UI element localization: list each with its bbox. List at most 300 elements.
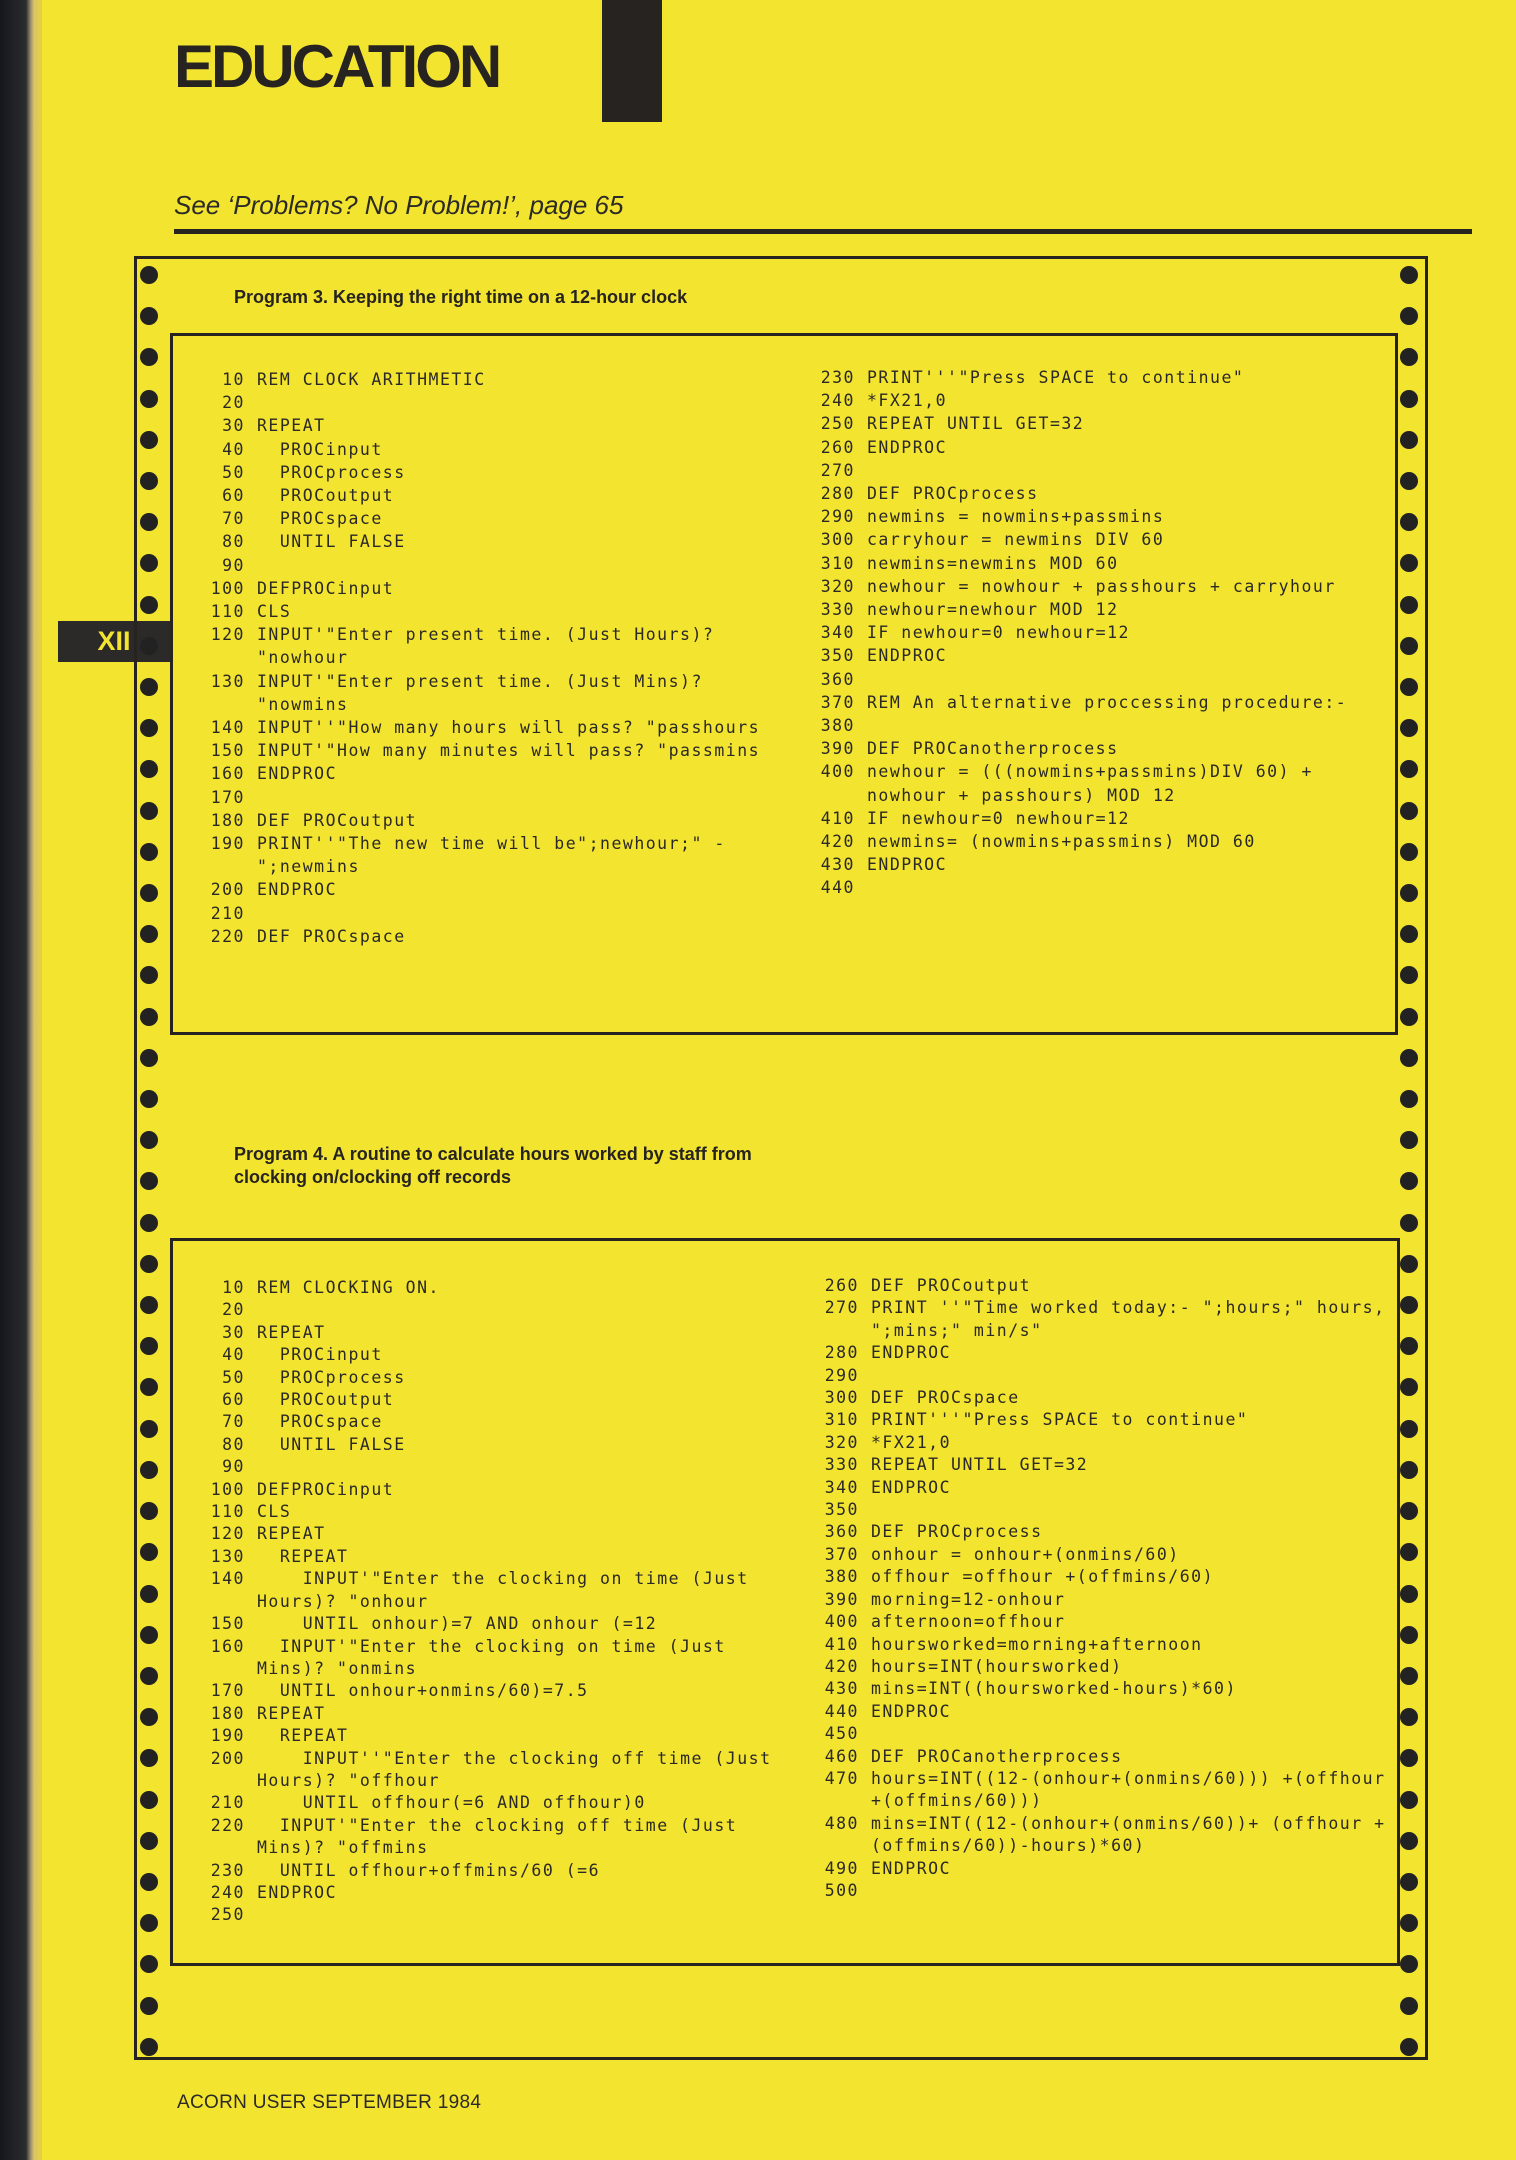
code-line [193, 739, 803, 762]
cross-reference: See ‘Problems? No Problem!’, page 65 [174, 190, 624, 220]
line-number: 60 [222, 1390, 245, 1410]
program4-caption: Program 4. A routine to calculate hours worked by staff from clocking on/clocking off records [234, 1144, 752, 1187]
line-code: REPEAT UNTIL GET=32 [867, 414, 1085, 434]
program3-caption: Program 3. Keeping the right time on a 12-hour clock [234, 287, 688, 307]
sprocket-hole [1400, 1461, 1418, 1479]
line-code: mins=INT((hoursworked-hours)*60) [871, 1679, 1237, 1699]
code-line [803, 853, 1388, 876]
code-line [807, 1409, 1392, 1431]
line-number: 290 [820, 507, 855, 527]
code-line [807, 1499, 1392, 1521]
sprocket-hole [140, 554, 158, 572]
code-line [807, 1634, 1392, 1656]
code-line [193, 716, 803, 739]
code-line [803, 528, 1388, 551]
magazine-spine [0, 0, 42, 2160]
code-line [193, 1479, 803, 1501]
sprocket-hole [140, 1172, 158, 1190]
code-line [807, 1387, 1392, 1409]
line-code: PRINT'''"Press SPACE to continue" [867, 368, 1245, 387]
line-code: INPUT'"Enter present time. (Just Hours)? "nowhour [257, 625, 726, 668]
line-number: 440 [820, 878, 855, 898]
sprocket-hole [140, 966, 158, 984]
line-code: PROCprocess [257, 462, 406, 482]
line-code: PROCoutput [257, 1390, 395, 1410]
code-line [803, 668, 1388, 691]
line-number: 230 [210, 1860, 245, 1880]
line-code [257, 902, 803, 925]
code-line [803, 644, 1388, 667]
line-code: REPEAT [257, 1524, 326, 1544]
sprocket-hole [140, 390, 158, 408]
line-code: REPEAT [257, 1546, 349, 1566]
sprocket-hole [140, 1997, 158, 2015]
line-number: 390 [824, 1589, 859, 1609]
code-line [807, 1813, 1392, 1858]
line-number: 200 [210, 880, 245, 900]
line-number: 100 [210, 578, 245, 598]
sprocket-holes-right [1400, 266, 1420, 2056]
sprocket-hole [1400, 596, 1418, 614]
program4-left-column [193, 1277, 803, 1927]
line-code: ENDPROC [257, 1882, 338, 1902]
line-number: 430 [820, 855, 855, 875]
line-code: newhour = nowhour + passhours + carryhour [867, 576, 1336, 596]
sprocket-hole [140, 431, 158, 449]
code-line [803, 830, 1388, 853]
line-number: 30 [222, 416, 245, 436]
sprocket-hole [140, 1832, 158, 1850]
line-number: 350 [824, 1500, 859, 1520]
line-code: PROCinput [257, 439, 383, 459]
code-line [807, 1746, 1392, 1768]
sprocket-hole [140, 1502, 158, 1520]
sprocket-hole [1400, 1255, 1418, 1273]
line-code: INPUT'"Enter the clocking on time (Just Mins)? "onmins [257, 1636, 738, 1678]
sprocket-hole [1400, 1337, 1418, 1355]
code-line [193, 438, 803, 461]
line-code: *FX21,0 [867, 391, 948, 411]
line-number: 90 [222, 1457, 245, 1477]
line-number: 340 [820, 623, 855, 643]
line-code: PROCspace [257, 1412, 383, 1432]
line-number: 360 [824, 1522, 859, 1542]
line-code: DEFPROCinput [257, 578, 395, 598]
line-number: 370 [820, 692, 855, 712]
code-line [193, 1456, 803, 1478]
code-line [193, 600, 803, 623]
line-number: 50 [222, 1367, 245, 1387]
page-footer: ACORN USER SEPTEMBER 1984 [177, 2092, 482, 2113]
code-line [193, 1904, 803, 1926]
sprocket-hole [140, 802, 158, 820]
sprocket-hole [1400, 1791, 1418, 1809]
line-number: 420 [820, 832, 855, 852]
line-number: 330 [824, 1455, 859, 1475]
sprocket-hole [1400, 637, 1418, 655]
sprocket-hole [140, 266, 158, 284]
code-line [803, 552, 1388, 575]
sprocket-hole [1400, 1997, 1418, 2015]
sprocket-hole [140, 1543, 158, 1561]
code-line [193, 1523, 803, 1545]
line-number: 240 [210, 1882, 245, 1902]
sprocket-hole [1400, 348, 1418, 366]
line-code: PRINT'''"Press SPACE to continue" [871, 1410, 1249, 1430]
code-line [803, 876, 1388, 899]
sprocket-hole [140, 1667, 158, 1685]
sprocket-hole [140, 472, 158, 490]
line-number: 190 [210, 834, 245, 854]
code-line [803, 598, 1388, 621]
line-number: 310 [820, 553, 855, 573]
line-number: 400 [820, 762, 855, 782]
program3-listing [170, 333, 1398, 1035]
code-line [803, 691, 1388, 714]
code-line [193, 1277, 803, 1299]
line-code: afternoon=offhour [871, 1612, 1066, 1632]
line-number: 260 [824, 1276, 859, 1295]
line-code: REM An alternative proccessing procedure:- [867, 692, 1348, 712]
line-number: 110 [210, 1502, 245, 1522]
code-line [803, 760, 1388, 806]
code-line [193, 530, 803, 553]
sprocket-hole [1400, 884, 1418, 902]
line-number: 320 [824, 1432, 859, 1452]
line-number: 470 [824, 1768, 859, 1788]
line-number: 150 [210, 1614, 245, 1634]
code-line [193, 902, 803, 925]
line-number: 210 [210, 903, 245, 923]
sprocket-hole [140, 596, 158, 614]
line-number: 80 [222, 1434, 245, 1454]
section-heading: EDUCATION [174, 33, 500, 100]
code-line [807, 1656, 1392, 1678]
line-number: 410 [820, 808, 855, 828]
code-line [807, 1521, 1392, 1543]
code-line [807, 1432, 1392, 1454]
sprocket-hole [140, 925, 158, 943]
line-number: 150 [210, 741, 245, 761]
code-line [193, 1299, 803, 1321]
line-code: DEF PROCanotherprocess [867, 739, 1119, 759]
sprocket-hole [140, 1008, 158, 1026]
code-line [193, 1322, 803, 1344]
line-number: 40 [222, 439, 245, 459]
line-code: REPEAT UNTIL GET=32 [871, 1455, 1089, 1475]
line-code: ENDPROC [871, 1343, 952, 1363]
sprocket-hole [1400, 1873, 1418, 1891]
code-line [803, 737, 1388, 760]
line-number: 360 [820, 669, 855, 689]
line-code: hours=INT((12-(onhour+(onmins/60))) +(offhour +(offmins/60))) [871, 1768, 1397, 1811]
line-code: ENDPROC [871, 1477, 952, 1497]
line-code: newmins=newmins MOD 60 [867, 553, 1119, 573]
code-line [193, 878, 803, 901]
code-line [193, 414, 803, 437]
line-code: UNTIL FALSE [257, 532, 406, 552]
code-line [803, 366, 1388, 389]
sprocket-hole [140, 513, 158, 531]
code-line [193, 1725, 803, 1747]
line-code: REM CLOCKING ON. [257, 1278, 440, 1297]
sprocket-hole [1400, 2038, 1418, 2056]
code-line [193, 507, 803, 530]
sprocket-hole [1400, 307, 1418, 325]
line-code [871, 1365, 1392, 1387]
line-number: 380 [824, 1567, 859, 1587]
line-number: 70 [222, 509, 245, 529]
sprocket-hole [140, 1585, 158, 1603]
code-line [803, 482, 1388, 505]
sprocket-hole [1400, 1708, 1418, 1726]
line-code: REPEAT [257, 1322, 326, 1342]
line-number: 120 [210, 625, 245, 645]
line-code: ENDPROC [867, 646, 948, 666]
sprocket-hole [140, 1255, 158, 1273]
line-number: 400 [824, 1612, 859, 1632]
sprocket-hole [140, 1296, 158, 1314]
line-code: REPEAT [257, 1726, 349, 1746]
code-line [193, 1860, 803, 1882]
code-line [193, 391, 803, 414]
line-code: onhour = onhour+(onmins/60) [871, 1544, 1180, 1564]
line-code: INPUT''"Enter the clocking off time (Just Hours)? "offhour [257, 1748, 783, 1790]
sprocket-hole [1400, 678, 1418, 696]
line-code: PRINT ''"Time worked today:- ";hours;" hours, ";mins;" min/s" [871, 1298, 1397, 1340]
line-number: 60 [222, 486, 245, 506]
line-number: 340 [824, 1477, 859, 1497]
line-code: newhour=newhour MOD 12 [867, 600, 1119, 620]
line-code: PROCprocess [257, 1367, 406, 1387]
sprocket-hole [1400, 431, 1418, 449]
code-line [803, 714, 1388, 737]
line-number: 220 [210, 1815, 245, 1835]
line-number: 160 [210, 1636, 245, 1656]
code-line [807, 1678, 1392, 1700]
code-line [803, 807, 1388, 830]
sprocket-hole [140, 843, 158, 861]
code-line [193, 1748, 803, 1793]
code-line [193, 1434, 803, 1456]
line-number: 390 [820, 739, 855, 759]
sprocket-hole [1400, 266, 1418, 284]
line-number: 270 [824, 1298, 859, 1318]
line-code: hoursworked=morning+afternoon [871, 1634, 1203, 1654]
line-code [257, 1904, 803, 1926]
program3-right-column [803, 366, 1388, 900]
line-code: IF newhour=0 newhour=12 [867, 808, 1130, 828]
line-code: *FX21,0 [871, 1432, 952, 1452]
code-line [803, 459, 1388, 482]
line-code [867, 668, 1388, 691]
line-number: 10 [222, 370, 245, 389]
line-number: 140 [210, 1569, 245, 1589]
line-number: 410 [824, 1634, 859, 1654]
sprocket-hole [140, 1791, 158, 1809]
line-number: 220 [210, 926, 245, 946]
sprocket-hole [1400, 925, 1418, 943]
sprocket-hole [140, 884, 158, 902]
sprocket-hole [1400, 1049, 1418, 1067]
code-line [193, 1367, 803, 1389]
line-number: 230 [820, 368, 855, 387]
sprocket-hole [140, 1090, 158, 1108]
line-number: 180 [210, 1703, 245, 1723]
code-line [193, 577, 803, 600]
line-number: 280 [820, 484, 855, 504]
code-line [807, 1611, 1392, 1633]
program3-left-column [193, 368, 803, 948]
code-line [193, 832, 803, 878]
code-line [193, 1389, 803, 1411]
line-number: 30 [222, 1322, 245, 1342]
code-line [193, 1703, 803, 1725]
code-line [193, 809, 803, 832]
line-number: 280 [824, 1343, 859, 1363]
line-number: 170 [210, 1681, 245, 1701]
line-code: CLS [257, 1502, 292, 1522]
code-line [193, 670, 803, 716]
code-line [803, 505, 1388, 528]
sprocket-hole [140, 1461, 158, 1479]
line-number: 170 [210, 787, 245, 807]
line-code: REPEAT [257, 1703, 326, 1723]
line-code [257, 554, 803, 577]
line-number: 110 [210, 602, 245, 622]
program4-listing [170, 1238, 1400, 1966]
line-code [257, 391, 803, 414]
code-line [807, 1365, 1392, 1387]
line-code [867, 876, 1388, 899]
code-line [193, 1815, 803, 1860]
sprocket-hole [140, 760, 158, 778]
sprocket-hole [1400, 1543, 1418, 1561]
line-code: UNTIL FALSE [257, 1434, 406, 1454]
line-code [867, 459, 1388, 482]
line-number: 50 [222, 462, 245, 482]
code-line [807, 1589, 1392, 1611]
sprocket-hole [1400, 1502, 1418, 1520]
line-code: DEF PROCoutput [257, 810, 418, 830]
sprocket-hole [140, 1626, 158, 1644]
code-line [193, 554, 803, 577]
line-number: 40 [222, 1345, 245, 1365]
line-number: 140 [210, 718, 245, 738]
line-number: 450 [824, 1724, 859, 1744]
line-number: 130 [210, 1546, 245, 1566]
code-line [193, 484, 803, 507]
line-number: 130 [210, 671, 245, 691]
line-code: DEF PROCspace [257, 926, 406, 946]
sprocket-hole [140, 1749, 158, 1767]
sprocket-hole [140, 307, 158, 325]
sprocket-hole [1400, 513, 1418, 531]
line-code: UNTIL offhour(=6 AND offhour)0 [257, 1793, 646, 1813]
line-code [867, 714, 1388, 737]
sprocket-hole [1400, 760, 1418, 778]
line-code: PRINT''"The new time will be";newhour;" - ";newmins [257, 834, 738, 877]
line-number: 350 [820, 646, 855, 666]
code-line [193, 1636, 803, 1681]
sprocket-hole [1400, 472, 1418, 490]
line-code: INPUT'"Enter the clocking on time (Just Hours)? "onhour [257, 1569, 761, 1611]
line-code: DEF PROCanotherprocess [871, 1746, 1123, 1766]
line-number: 100 [210, 1479, 245, 1499]
sprocket-hole [140, 1708, 158, 1726]
line-number: 420 [824, 1656, 859, 1676]
line-number: 260 [820, 437, 855, 457]
line-number: 200 [210, 1748, 245, 1768]
line-code: UNTIL offhour+offmins/60 (=6 [257, 1860, 601, 1880]
line-code: INPUT'"Enter present time. (Just Mins)? "nowmins [257, 671, 715, 714]
sprocket-hole [140, 1873, 158, 1891]
code-line [193, 461, 803, 484]
code-line [807, 1275, 1392, 1297]
line-number: 190 [210, 1726, 245, 1746]
line-code: INPUT'"Enter the clocking off time (Just Mins)? "offmins [257, 1815, 749, 1858]
line-code: INPUT''"How many hours will pass? "passhours [257, 718, 761, 738]
code-line [807, 1544, 1392, 1566]
line-number: 90 [222, 555, 245, 575]
line-code: PROCoutput [257, 486, 395, 506]
code-line [807, 1454, 1392, 1476]
line-number: 240 [820, 391, 855, 411]
code-line [193, 1501, 803, 1523]
sprocket-hole [1400, 1214, 1418, 1232]
line-number: 250 [820, 414, 855, 434]
sprocket-hole [1400, 719, 1418, 737]
sprocket-hole [1400, 1832, 1418, 1850]
code-line [193, 762, 803, 785]
code-line [803, 412, 1388, 435]
line-number: 270 [820, 460, 855, 480]
sprocket-hole [1400, 802, 1418, 820]
sprocket-hole [140, 678, 158, 696]
line-code: hours=INT(hoursworked) [871, 1656, 1123, 1676]
line-code: ENDPROC [257, 880, 338, 900]
sprocket-hole [1400, 1585, 1418, 1603]
line-code [871, 1499, 1392, 1521]
heading-bar [602, 0, 662, 122]
line-number: 480 [824, 1813, 859, 1833]
line-number: 460 [824, 1746, 859, 1766]
sprocket-hole [140, 1214, 158, 1232]
line-code: REM CLOCK ARITHMETIC [257, 370, 486, 389]
sprocket-hole [1400, 1131, 1418, 1149]
code-line [807, 1723, 1392, 1745]
code-line [193, 925, 803, 948]
sprocket-hole [1400, 1172, 1418, 1190]
sprocket-hole [140, 1955, 158, 1973]
code-line [193, 623, 803, 669]
code-line [193, 1882, 803, 1904]
code-line [807, 1768, 1397, 1813]
line-number: 10 [222, 1278, 245, 1297]
line-number: 210 [210, 1793, 245, 1813]
code-line [803, 575, 1388, 598]
line-number: 160 [210, 764, 245, 784]
sprocket-hole [140, 1131, 158, 1149]
line-code: IF newhour=0 newhour=12 [867, 623, 1130, 643]
sprocket-hole [1400, 966, 1418, 984]
code-line [193, 1792, 803, 1814]
line-number: 500 [824, 1880, 859, 1900]
line-code [257, 786, 803, 809]
line-code: morning=12-onhour [871, 1589, 1066, 1609]
line-code [257, 1299, 803, 1321]
line-number: 440 [824, 1701, 859, 1721]
